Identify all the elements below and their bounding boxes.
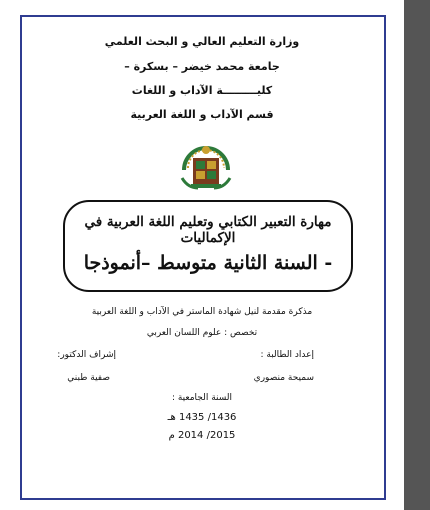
thesis-title-box: [63, 200, 353, 292]
supervisor-label: إشراف الدكتور:: [57, 350, 116, 360]
thesis-title-line1: مهارة التعبير الكتابي وتعليم اللغة العربية في الإكماليات: [84, 214, 332, 246]
supervisor-name: صفية طبني: [67, 373, 110, 383]
specialization: تخصص : علوم اللسان العربي: [146, 328, 258, 338]
year-hijri: 1436/ 1435 هـ: [167, 412, 237, 423]
department-heading: قسم الآداب و اللغة العربية: [130, 108, 274, 121]
thesis-title-line2: - السنة الثانية متوسط –أنموذجا: [83, 252, 333, 274]
student-name: سميحة منصوري: [253, 373, 314, 383]
ministry-heading: وزارة التعليم العالي و البحث العلمي: [104, 35, 300, 48]
university-heading: جامعة محمد خيضر – بسكرة –: [124, 60, 280, 73]
prepared-by-label: إعداد الطالبة :: [260, 350, 314, 360]
academic-year-label: السنة الجامعية :: [171, 393, 233, 403]
viewer-right-margin: [404, 0, 430, 510]
thesis-note: مذكرة مقدمة لنيل شهادة الماستر في الآداب و اللغة العربية: [91, 307, 313, 317]
faculty-heading: كليـــــــــة الآداب و اللغات: [131, 84, 273, 97]
university-emblem-icon: [178, 140, 234, 192]
year-gregorian: 2015/ 2014 م: [168, 430, 236, 441]
